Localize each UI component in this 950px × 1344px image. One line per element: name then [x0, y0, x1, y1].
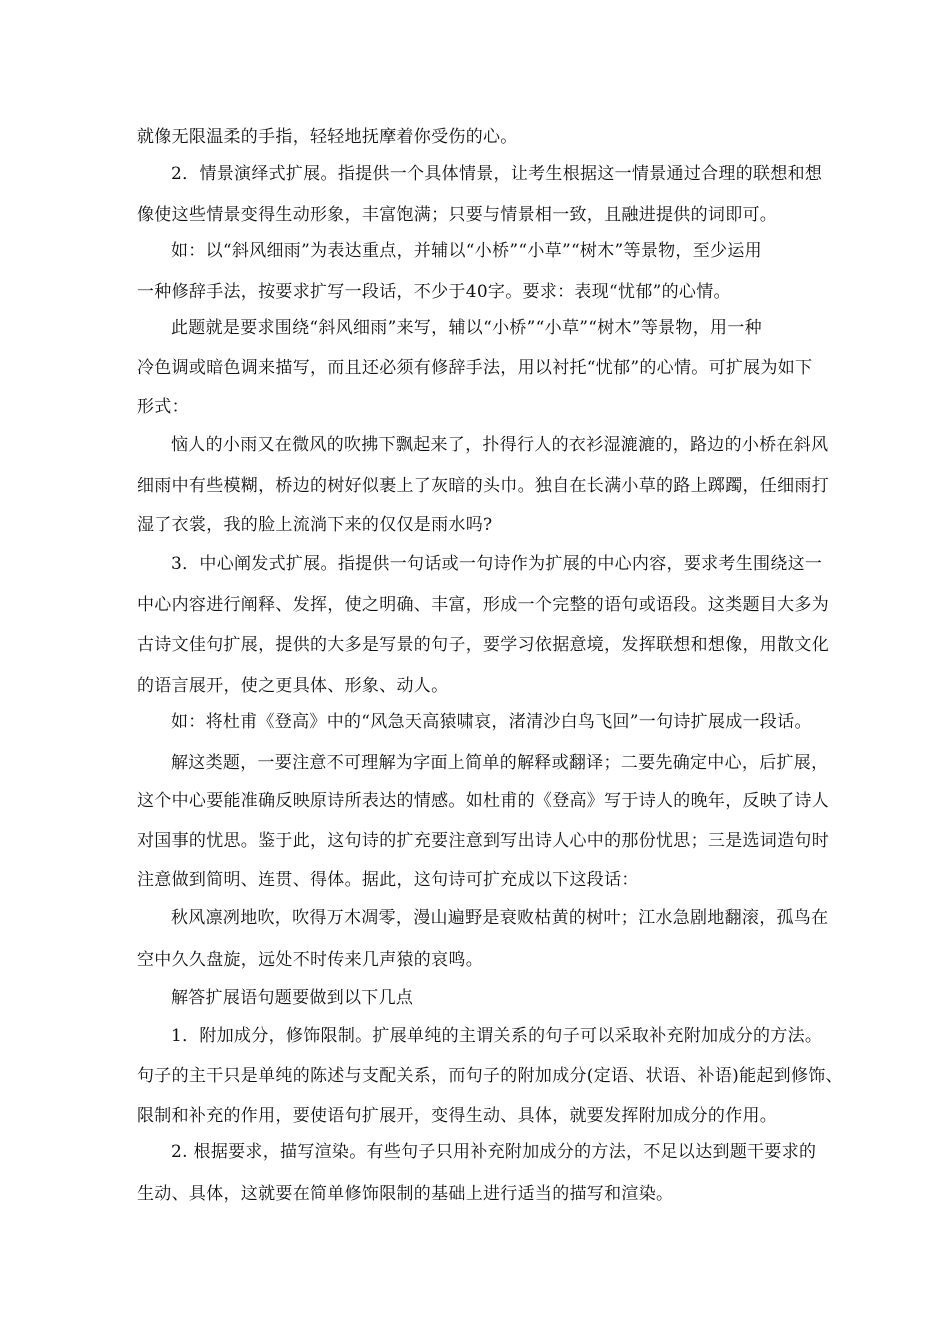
text-line: 细雨中有些模糊，桥边的树好似裹上了灰暗的头巾。独自在长满小草的路上踯躅，任细雨打 — [137, 476, 829, 496]
text-line: 2. 根据要求，描写渲染。有些句子只用补充附加成分的方法，不足以达到题干要求的 — [171, 1142, 817, 1162]
text-line: 生动、具体，这就要在简单修饰限制的基础上进行适当的描写和渲染。 — [137, 1184, 674, 1204]
text-line: 就像无限温柔的手指，轻轻地抚摩着你受伤的心。 — [137, 127, 518, 147]
text-line: 句子的主干只是单纯的陈述与支配关系，而句子的附加成分(定语、状语、补语)能起到修饰、 — [137, 1066, 843, 1086]
text-line: 的语言展开，使之更具体、形象、动人。 — [137, 676, 449, 696]
text-line: 1．附加成分，修饰限制。扩展单纯的主谓关系的句子可以采取补充附加成分的方法。 — [171, 1026, 823, 1046]
text-line: 秋风凛冽地吹，吹得万木凋零，漫山遍野是衰败枯黄的树叶；江水急剧地翻滚，孤鸟在 — [171, 908, 829, 928]
text-line: 恼人的小雨又在微风的吹拂下飘起来了，扑得行人的衣衫湿漉漉的，路边的小桥在斜风 — [171, 435, 829, 455]
text-line: 限制和补充的作用，要使语句扩展开，变得生动、具体，就要发挥附加成分的作用。 — [137, 1106, 778, 1126]
text-line: 这个中心要能准确反映原诗所表达的情感。如杜甫的《登高》写于诗人的晚年，反映了诗人 — [137, 791, 829, 811]
text-line: 湿了衣裳，我的脸上流淌下来的仅仅是雨水吗? — [137, 515, 493, 535]
text-line: 2．情景演绎式扩展。指提供一个具体情景，让考生根据这一情景通过合理的联想和想 — [171, 164, 823, 184]
text-line: 像使这些情景变得生动形象，丰富饱满；只要与情景相一致，且融进提供的词即可。 — [137, 205, 778, 225]
text-line: 空中久久盘旋，远处不时传来几声猿的哀鸣。 — [137, 950, 483, 970]
text-line: 一种修辞手法，按要求扩写一段话，不少于40字。要求：表现“忧郁”的心情。 — [137, 282, 731, 302]
text-line: 如：将杜甫《登高》中的“风急天高猿啸哀，渚清沙白鸟飞回”一句诗扩展成一段话。 — [171, 712, 812, 732]
text-line: 注意做到简明、连贯、得体。据此，这句诗可扩充成以下这段话： — [137, 870, 639, 890]
text-line: 解这类题，一要注意不可理解为字面上简单的解释或翻译；二要先确定中心，后扩展， — [171, 753, 829, 773]
text-line: 此题就是要求围绕“斜风细雨”来写，辅以“小桥”“小草”“树木”等景物，用一种 — [171, 318, 762, 338]
text-line: 中心内容进行阐释、发挥，使之明确、丰富，形成一个完整的语句或语段。这类题目大多为 — [137, 595, 829, 615]
text-line: 3．中心阐发式扩展。指提供一句话或一句诗作为扩展的中心内容，要求考生围绕这一 — [171, 554, 823, 574]
text-line: 如：以“斜风细雨”为表达重点，并辅以“小桥”“小草”“树木”等景物，至少运用 — [171, 241, 762, 261]
text-line: 古诗文佳句扩展，提供的大多是写景的句子，要学习依据意境，发挥联想和想像，用散文化 — [137, 635, 829, 655]
text-line: 冷色调或暗色调来描写，而且还必须有修辞手法，用以衬托“忧郁”的心情。可扩展为如下 — [137, 358, 813, 378]
text-line: 解答扩展语句题要做到以下几点 — [171, 988, 414, 1008]
text-line: 形式： — [137, 397, 189, 417]
text-line: 对国事的忧思。鉴于此，这句诗的扩充要注意到写出诗人心中的那份忧思；三是选词造句时 — [137, 831, 829, 851]
